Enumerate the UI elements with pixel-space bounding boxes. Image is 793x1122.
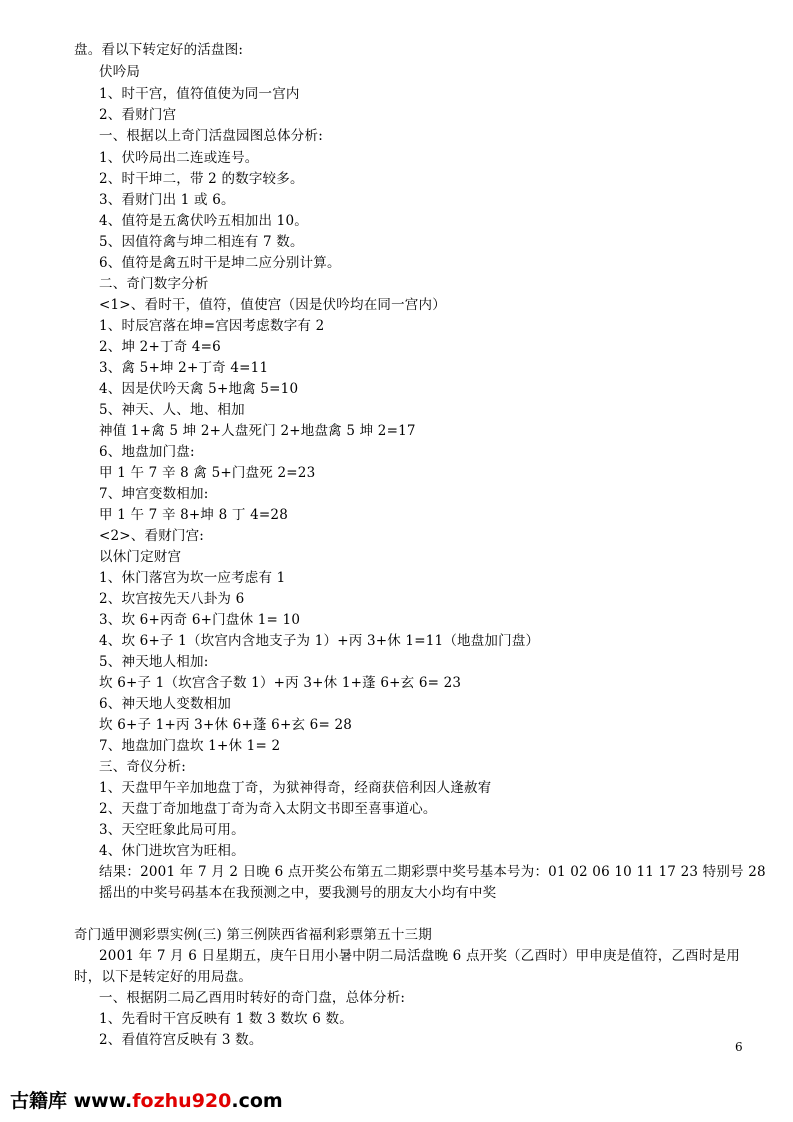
text-line: 3、坎 6+丙奇 6+门盘休 1= 10 [99,612,301,628]
text-line: 6、值符是禽五时干是坤二应分别计算。 [99,255,341,271]
section-heading: 二、奇门数字分析 [99,276,209,292]
text-line: 7、地盘加门盘坎 1+休 1= 2 [99,738,281,754]
text-line: 1、时辰宫落在坤=宫因考虑数字有 2 [99,318,325,334]
text-line: 1、先看时干宫反映有 1 数 3 数坎 6 数。 [99,1011,353,1027]
text-line: 坎 6+子 1+丙 3+休 6+蓬 6+玄 6= 28 [99,717,353,733]
footer-text-accent: fozhu920 [132,1090,232,1112]
text-line: 3、禽 5+坤 2+丁奇 4=11 [99,360,269,376]
text-line: 6、神天地人变数相加 [99,696,232,712]
footer-text-suffix: .com [231,1090,283,1112]
text-line: 2、天盘丁奇加地盘丁奇为奇入太阴文书即至喜事道心。 [99,801,437,817]
text-line: 以休门定财宫 [99,549,182,565]
text-line: 甲 1 午 7 辛 8 禽 5+门盘死 2=23 [99,465,316,481]
footer-text-prefix: 古籍库 www. [10,1090,133,1112]
text-line: 6、地盘加门盘: [99,444,195,460]
text-line: 2、看值符宫反映有 3 数。 [99,1032,263,1048]
footer-watermark [10,1086,283,1113]
text-line: 坎 6+子 1（坎宫含子数 1）+丙 3+休 1+蓬 6+玄 6= 23 [99,675,462,691]
text-line: <2>、看财门宫: [99,528,205,544]
text-line: 7、坤宫变数相加: [99,486,209,502]
text-line: 2001 年 7 月 6 日星期五，庚午日用小暑中阴二局活盘晚 6 点开奖（乙酉时）甲申庚是值符，乙酉时是用 [99,948,740,964]
section-heading: 一、根据阴二局乙酉用时转好的奇门盘，总体分析: [99,990,406,1006]
text-line: 1、天盘甲午辛加地盘丁奇，为狱神得奇，经商获倍利因人逢赦宥 [99,780,492,796]
text-line: 摇出的中奖号码基本在我预测之中，要我测号的朋友大小均有中奖 [99,885,497,901]
text-line: 2、坎宫按先天八卦为 6 [99,591,245,607]
text-line: 5、因值符禽与坤二相连有 7 数。 [99,234,304,250]
text-line: 4、值符是五禽伏吟五相加出 10。 [99,213,308,229]
section-heading: 三、奇仪分析: [99,759,186,775]
text-line: <1>、看时干，值符，值使宫（因是伏吟均在同一宫内） [99,297,446,313]
result-line: 结果：2001 年 7 月 2 日晚 6 点开奖公布第五二期彩票中奖号基本号为：01 02 06 10 11 17 23 特别号 28 [99,864,766,880]
text-line: 4、坎 6+子 1（坎宫内含地支子为 1）+丙 3+休 1=11（地盘加门盘） [99,633,540,649]
text-line: 2、看财门宫 [99,107,177,123]
text-line: 2、坤 2+丁奇 4=6 [99,339,221,355]
text-line: 5、神天地人相加: [99,654,209,670]
text-line: 2、时干坤二，带 2 的数字较多。 [99,171,304,187]
example-heading: 奇门遁甲测彩票实例(三) 第三例陕西省福利彩票第五十三期 [74,927,432,943]
text-line: 伏吟局 [99,64,141,80]
text-line: 神值 1+禽 5 坤 2+人盘死门 2+地盘禽 5 坤 2=17 [99,423,416,439]
text-line: 3、看财门出 1 或 6。 [99,192,235,208]
text-line: 3、天空旺象此局可用。 [99,822,245,838]
text-line: 1、休门落宫为坎一应考虑有 1 [99,570,286,586]
text-line: 1、时干宫，值符值使为同一宫内 [99,86,300,102]
text-line: 甲 1 午 7 辛 8+坤 8 丁 4=28 [99,507,288,523]
text-line: 4、休门进坎宫为旺相。 [99,843,245,859]
text-line: 1、伏吟局出二连或连号。 [99,150,259,166]
page-number: 6 [735,1040,743,1054]
text-line: 4、因是伏吟天禽 5+地禽 5=10 [99,381,299,397]
text-line: 时，以下是转定好的用局盘。 [74,969,253,985]
section-heading: 一、根据以上奇门活盘园图总体分析: [99,128,323,144]
text-line: 盘。看以下转定好的活盘图: [74,42,244,58]
text-line: 5、神天、人、地、相加 [99,402,245,418]
